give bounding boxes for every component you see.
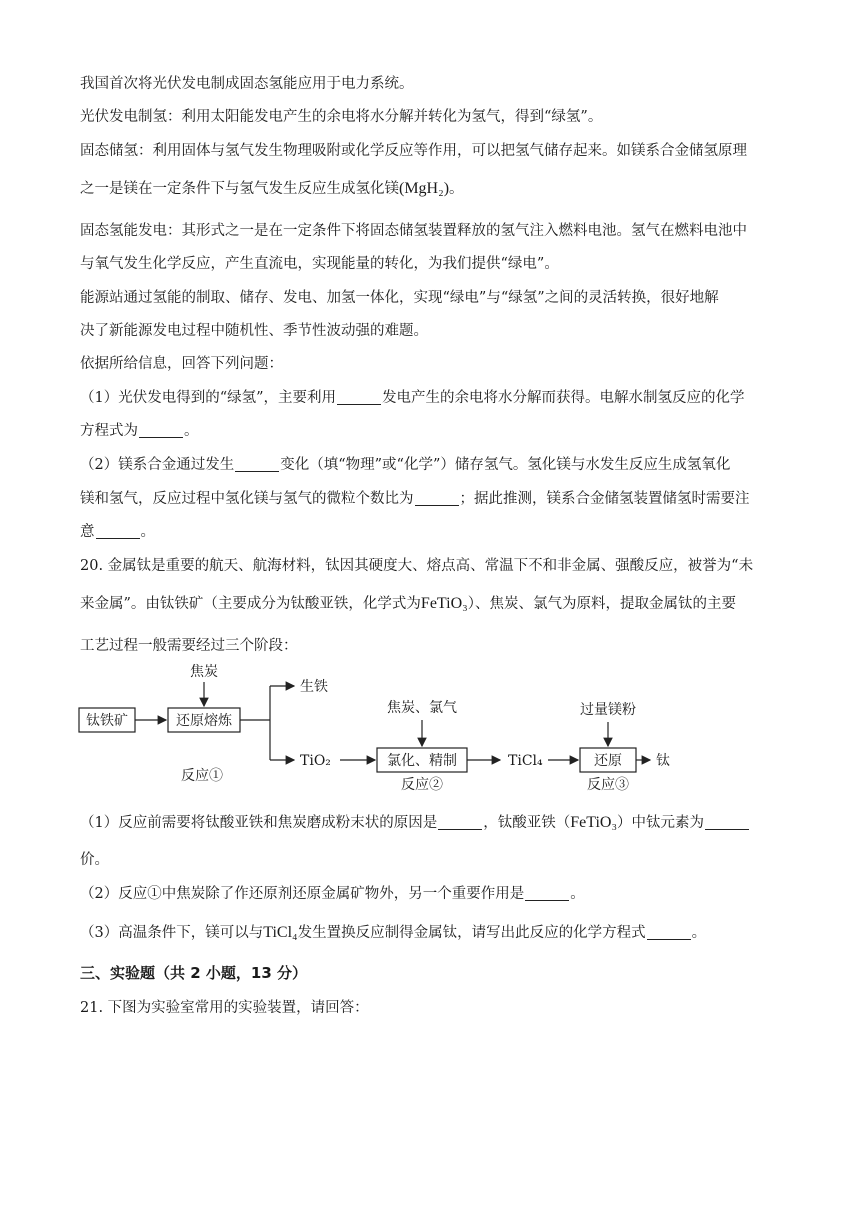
text: 意 xyxy=(80,524,95,540)
answer-blank[interactable] xyxy=(337,390,381,405)
label-pig-iron: 生铁 xyxy=(300,679,328,695)
formula-mgh2: (MgH₂) xyxy=(399,180,450,197)
label-coke: 焦炭 xyxy=(190,664,218,680)
text: （2）反应①中焦炭除了作还原剂还原金属矿物外，另一个重要作用是 xyxy=(80,886,525,902)
q20-part1-line2: 价。 xyxy=(80,852,109,868)
label-ore: 钛铁矿 xyxy=(86,713,128,729)
intro-paragraph-3a: 固态储氢：利用固体与氢气发生物理吸附或化学反应等作用，可以把氢气储存起来。如镁系合金储氢原理 xyxy=(80,143,747,159)
label-reaction-3: 反应③ xyxy=(587,777,629,793)
text: ）中钛元素为 xyxy=(617,815,705,831)
text: ；据此推测，镁系合金储氢装置储氢时需要注 xyxy=(459,491,750,507)
answer-blank[interactable] xyxy=(647,925,691,940)
answer-blank[interactable] xyxy=(96,524,140,539)
answer-blank[interactable] xyxy=(415,491,459,506)
text: 方程式为 xyxy=(80,423,138,439)
text: 。 xyxy=(570,886,585,902)
q20-stem-line3: 工艺过程一般需要经过三个阶段： xyxy=(80,638,298,654)
process-flow-diagram xyxy=(72,660,712,800)
text: ，钛酸亚铁（ xyxy=(483,815,571,831)
text: 。 xyxy=(691,925,707,941)
text: 发电产生的余电将水分解而获得。电解水制氢反应的化学 xyxy=(382,390,745,406)
section-title: 三、实验题（共 2 小题，13 分） xyxy=(80,964,307,982)
q20-stem-line2 xyxy=(80,594,785,614)
intro-paragraph-3b xyxy=(80,179,785,199)
label-titanium: 钛 xyxy=(656,753,670,769)
label-chlorinate: 氯化、精制 xyxy=(387,753,457,769)
formula-ticl4: TiCl₄ xyxy=(263,924,298,941)
intro-paragraph-2: 光伏发电制氢：利用太阳能发电产生的余电将水分解并转化为氢气，得到“绿氢”。 xyxy=(80,109,603,125)
formula-fetio3: FeTiO₃ xyxy=(570,814,618,831)
answer-blank[interactable] xyxy=(438,815,482,830)
label-coke-chlorine: 焦炭、氯气 xyxy=(387,700,457,716)
label-reduce: 还原 xyxy=(594,753,622,769)
q20-part2 xyxy=(80,884,785,904)
text: （3）高温条件下，镁可以与 xyxy=(80,925,264,941)
label-ticl4: TiCl₄ xyxy=(508,753,543,769)
q19-part2-line1 xyxy=(80,455,785,475)
text: 发生置换反应制得金属钛，请写出此反应的化学方程式 xyxy=(297,925,646,941)
text: （2）镁系合金通过发生 xyxy=(80,457,235,473)
label-excess-mg: 过量镁粉 xyxy=(580,702,636,718)
answer-blank[interactable] xyxy=(235,457,279,472)
formula-fetio3: FeTiO₃ xyxy=(420,595,468,612)
q20-part1-line1 xyxy=(80,813,785,833)
label-reaction-1: 反应① xyxy=(181,768,223,784)
q20-stem-line1: 20. 金属钛是重要的航天、航海材料，钛因其硬度大、熔点高、常温下不和非金属、强酸反应，被誉为“未 xyxy=(80,558,754,574)
text: 。 xyxy=(140,524,155,540)
q19-part1-line1 xyxy=(80,388,785,408)
q19-part2-line3 xyxy=(80,522,785,542)
text: 镁和氢气，反应过程中氢化镁与氢气的微粒个数比为 xyxy=(80,491,414,507)
label-reduce-smelt: 还原熔炼 xyxy=(176,713,232,729)
answer-blank[interactable] xyxy=(139,423,183,438)
q19-part2-line2 xyxy=(80,489,785,509)
answer-blank[interactable] xyxy=(705,815,749,830)
intro-paragraph-6: 依据所给信息，回答下列问题： xyxy=(80,356,283,372)
intro-paragraph-5a: 能源站通过氢能的制取、储存、发电、加氢一体化，实现“绿电”与“绿氢”之间的灵活转换，很好地解 xyxy=(80,290,719,306)
intro-paragraph-1: 我国首次将光伏发电制成固态氢能应用于电力系统。 xyxy=(80,76,414,92)
text: 来金属”。由钛铁矿（主要成分为钛酸亚铁，化学式为 xyxy=(80,596,421,612)
text: 变化（填“物理”或“化学”）储存氢气。氢化镁与水发生反应生成氢氧化 xyxy=(280,457,731,473)
intro-paragraph-4b: 与氧气发生化学反应，产生直流电，实现能量的转化，为我们提供“绿电”。 xyxy=(80,256,559,272)
q21-stem: 21. 下图为实验室常用的实验装置，请回答： xyxy=(80,1000,369,1016)
text: （1）光伏发电得到的“绿氢”，主要利用 xyxy=(80,390,337,406)
text: （1）反应前需要将钛酸亚铁和焦炭磨成粉末状的原因是 xyxy=(80,815,438,831)
text: 之一是镁在一定条件下与氢气发生反应生成氢化镁 xyxy=(80,181,399,197)
text: 。 xyxy=(449,181,464,197)
answer-blank[interactable] xyxy=(525,886,569,901)
q19-part1-line2 xyxy=(80,421,785,441)
q20-part3 xyxy=(80,923,785,943)
label-reaction-2: 反应② xyxy=(401,777,443,793)
intro-paragraph-5b: 决了新能源发电过程中随机性、季节性波动强的难题。 xyxy=(80,323,428,339)
text: ）、焦炭、氯气为原料，提取金属钛的主要 xyxy=(467,596,736,612)
intro-paragraph-4a: 固态氢能发电：其形式之一是在一定条件下将固态储氢装置释放的氢气注入燃料电池。氢气在燃料电池中 xyxy=(80,223,747,239)
text: 。 xyxy=(184,423,199,439)
label-tio2: TiO₂ xyxy=(300,753,331,769)
